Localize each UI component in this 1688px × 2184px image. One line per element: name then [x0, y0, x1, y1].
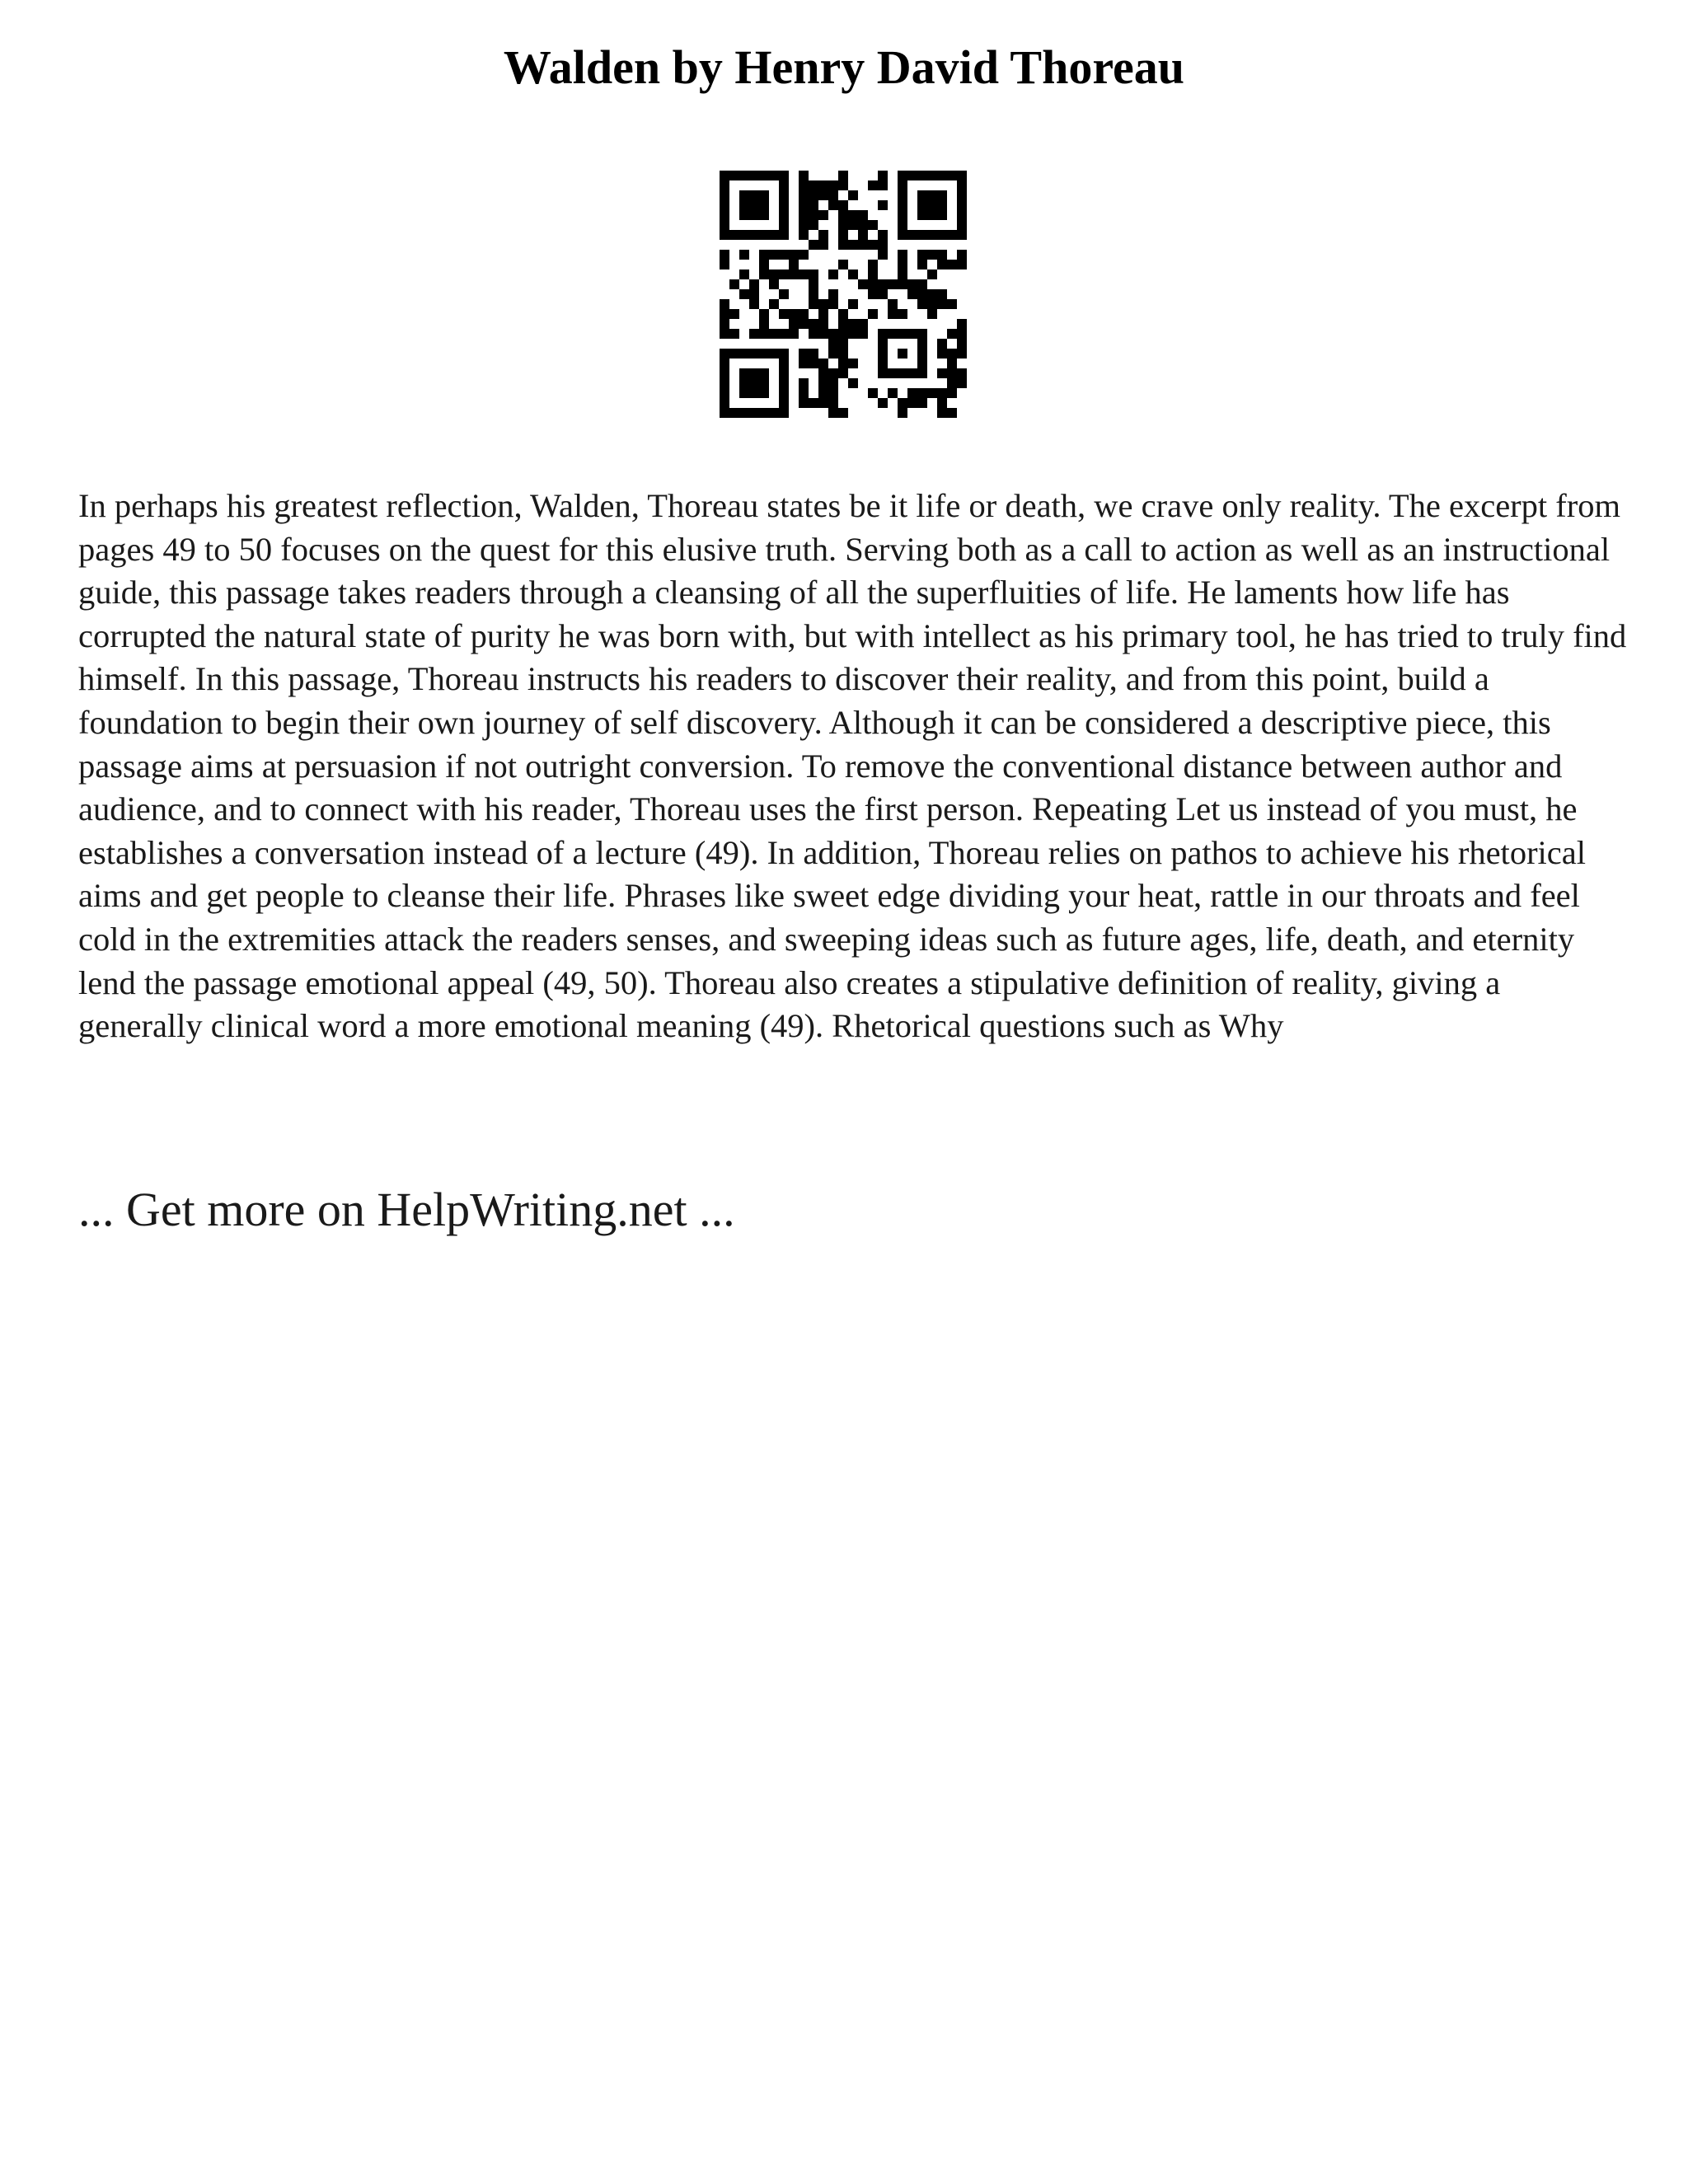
essay-excerpt: In perhaps his greatest reflection, Walden, Thoreau states be it life or death, we crave only reality. The excerpt from pages 49 to 50 focuses on the quest for this elusive truth. Serving both as a call to action as well as an instructional guide, this passage takes readers through a cleansing of all the superfluities of life. He laments how life has corrupted the natural state of purity he was born with, but with intellect as his primary tool, he has tried to truly find himself. In this passage, Thoreau instructs his readers to discover their reality, and from this point, build a foundation to begin their own journey of self discovery. Although it can be considered a descriptive piece, this passage aims at persuasion if not outright conversion. To remove the conventional distance between author and audience, and to connect with his reader, Thoreau uses the first person. Repeating Let us instead of you must, he establishes a conversation instead of a lecture (49). In addition, Thoreau relies on pathos to achieve his rhetorical aims and get people to cleanse their life. Phrases like sweet edge dividing your heat, rattle in our throats and feel cold in the extremities attack the readers senses, and sweeping ideas such as future ages, life, death, and eternity lend the passage emotional appeal (49, 50). Thoreau also creates a stipulative definition of reality, giving a generally clinical word a more emotional meaning (49). Rhetorical questions such as Why: [78, 487, 1627, 1045]
qr-code-icon: [720, 171, 967, 418]
get-more-link[interactable]: ... Get more on HelpWriting.net ...: [78, 1183, 735, 1236]
page-title: Walden by Henry David Thoreau: [503, 40, 1185, 94]
